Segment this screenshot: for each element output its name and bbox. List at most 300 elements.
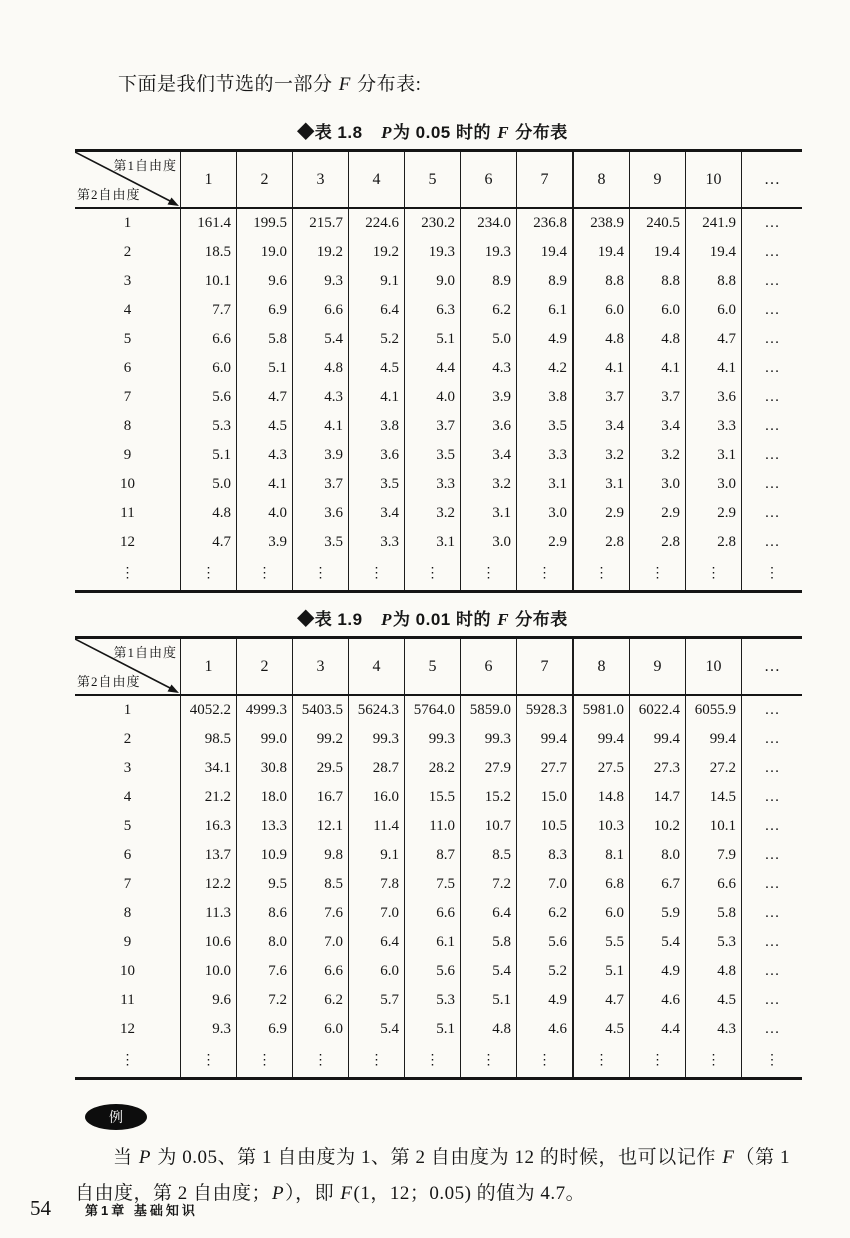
table-cell: 10.9 [237, 841, 293, 870]
row-label: ⋮ [120, 1052, 135, 1068]
table-row [75, 412, 802, 441]
column-header: 7 [517, 638, 574, 696]
table-cell: ⋮ [461, 1044, 517, 1079]
table-cell: 8.8 [573, 267, 630, 296]
table-cell: 5.1 [405, 325, 461, 354]
table-cell: 3.3 [349, 528, 405, 557]
table-cell: 224.6 [349, 208, 405, 238]
table-cell: 7.0 [293, 928, 349, 957]
table-cell: 11.3 [181, 899, 237, 928]
table-row [75, 499, 802, 528]
italic-variable: P [381, 123, 392, 142]
table-cell: 5.8 [686, 899, 742, 928]
table-cell: 4.8 [293, 354, 349, 383]
column-header: 9 [630, 638, 686, 696]
table-cell: 99.4 [686, 725, 742, 754]
row-label: ⋮ [120, 565, 135, 581]
table-cell: 2.9 [573, 499, 630, 528]
column-header: 8 [573, 151, 630, 209]
table-cell: 3.7 [573, 383, 630, 412]
table-cell: 15.2 [461, 783, 517, 812]
table-cell: 4.8 [686, 957, 742, 986]
table-cell: 27.7 [517, 754, 574, 783]
table-cell: 240.5 [630, 208, 686, 238]
table-cell: 8.8 [630, 267, 686, 296]
table-cell: 9.3 [293, 267, 349, 296]
table-cell: 3.0 [686, 470, 742, 499]
column-header: … [742, 638, 803, 696]
column-header: 1 [181, 151, 237, 209]
table-cell: 4.4 [630, 1015, 686, 1044]
table-cell: 6.3 [405, 296, 461, 325]
row-label: 2 [123, 731, 132, 747]
table-row [75, 928, 802, 957]
table-row [75, 1044, 802, 1079]
table-cell: 27.2 [686, 754, 742, 783]
italic-variable: F [722, 1147, 735, 1168]
table-cell: … [742, 812, 803, 841]
table-cell: … [742, 1015, 803, 1044]
table-cell: 4.6 [630, 986, 686, 1015]
table-cell: 9.6 [237, 267, 293, 296]
chapter-label: 第1章 基础知识 [85, 1203, 198, 1218]
column-header: 1 [181, 638, 237, 696]
text-segment: (1，12；0.05) 的值为 4.7。 [353, 1183, 586, 1204]
table-cell: 4.5 [686, 986, 742, 1015]
table-cell: 9.3 [181, 1015, 237, 1044]
table-cell: 5.9 [630, 899, 686, 928]
table-cell: 27.5 [573, 754, 630, 783]
table-cell: 19.3 [461, 238, 517, 267]
table-cell: … [742, 412, 803, 441]
column-header: 4 [349, 638, 405, 696]
table-cell: 4.3 [461, 354, 517, 383]
dof1-label: 第1自由度 [113, 158, 177, 173]
table-cell: 19.4 [517, 238, 574, 267]
table-cell: 4.7 [237, 383, 293, 412]
table-cell: 3.7 [405, 412, 461, 441]
table-cell: 5.4 [461, 957, 517, 986]
table-cell: 19.2 [293, 238, 349, 267]
table-cell: 14.7 [630, 783, 686, 812]
table-cell: … [742, 238, 803, 267]
table-cell: 5.1 [573, 957, 630, 986]
table-cell: 5981.0 [573, 695, 630, 725]
table-cell: … [742, 325, 803, 354]
table-cell: 230.2 [405, 208, 461, 238]
table-cell: 4.1 [293, 412, 349, 441]
table-cell: 10.5 [517, 812, 574, 841]
column-header: 2 [237, 151, 293, 209]
table-cell: … [742, 354, 803, 383]
table-cell: 5.3 [686, 928, 742, 957]
row-label: 2 [123, 244, 132, 260]
table-cell: ⋮ [405, 557, 461, 592]
table-cell: 3.4 [349, 499, 405, 528]
table-cell: 6.0 [181, 354, 237, 383]
table-cell: 6.8 [573, 870, 630, 899]
row-label: 11 [120, 505, 135, 521]
table-cell: 5.4 [630, 928, 686, 957]
text-segment: 为 0.01 时的 [392, 610, 497, 629]
table-cell: 6.9 [237, 1015, 293, 1044]
table-cell: 4052.2 [181, 695, 237, 725]
table-cell: 5.5 [573, 928, 630, 957]
table-cell: … [742, 695, 803, 725]
row-label: 8 [123, 418, 132, 434]
table-cell: ⋮ [181, 557, 237, 592]
column-header: 6 [461, 151, 517, 209]
table-cell: 6.0 [686, 296, 742, 325]
table-cell: 9.1 [349, 841, 405, 870]
table-cell: 16.3 [181, 812, 237, 841]
table-cell: … [742, 296, 803, 325]
column-header: 10 [686, 638, 742, 696]
table-cell: 9.5 [237, 870, 293, 899]
table-cell: 8.9 [517, 267, 574, 296]
column-header: 9 [630, 151, 686, 209]
row-label: 7 [123, 389, 132, 405]
table-cell: 8.7 [405, 841, 461, 870]
table-cell: ⋮ [630, 1044, 686, 1079]
table-cell: 6.6 [293, 296, 349, 325]
table-cell: 8.8 [686, 267, 742, 296]
table-cell: 6.1 [405, 928, 461, 957]
table-cell: 8.0 [237, 928, 293, 957]
table-cell: 8.5 [293, 870, 349, 899]
table-cell: ⋮ [349, 557, 405, 592]
table-cell: 5764.0 [405, 695, 461, 725]
table-cell: 19.2 [349, 238, 405, 267]
table-row [75, 325, 802, 354]
table-cell: 9.0 [405, 267, 461, 296]
table-cell: 99.4 [630, 725, 686, 754]
row-label: 3 [123, 273, 132, 289]
column-header: 7 [517, 151, 574, 209]
table-cell: 4.7 [573, 986, 630, 1015]
table-cell: 6.4 [349, 296, 405, 325]
row-label: 10 [120, 963, 135, 979]
table-cell: … [742, 528, 803, 557]
table-cell: ⋮ [686, 557, 742, 592]
table-cell: 3.5 [517, 412, 574, 441]
table-cell: 7.6 [293, 899, 349, 928]
table-cell: 7.2 [461, 870, 517, 899]
page-footer [30, 1196, 198, 1221]
table-cell: 4.5 [237, 412, 293, 441]
table-cell: … [742, 208, 803, 238]
table-row [75, 267, 802, 296]
table-cell: 8.0 [630, 841, 686, 870]
table-cell: 19.4 [686, 238, 742, 267]
table-cell: 3.6 [293, 499, 349, 528]
table-1-9-title [75, 605, 790, 630]
table-cell: 3.3 [405, 470, 461, 499]
dof-corner-cell [75, 151, 181, 209]
table-cell: … [742, 841, 803, 870]
table-cell: 3.0 [630, 470, 686, 499]
table-row [75, 899, 802, 928]
table-cell: 6.0 [573, 899, 630, 928]
column-header: 8 [573, 638, 630, 696]
row-label: 4 [123, 789, 132, 805]
table-cell: … [742, 986, 803, 1015]
table-cell: … [742, 754, 803, 783]
table-cell: 6.2 [461, 296, 517, 325]
row-label: 6 [123, 847, 132, 863]
table-cell: 4.5 [573, 1015, 630, 1044]
table-cell: 28.2 [405, 754, 461, 783]
example-badge [85, 1104, 147, 1130]
table-cell: 4.7 [181, 528, 237, 557]
table-cell: 4.2 [517, 354, 574, 383]
table-cell: 8.1 [573, 841, 630, 870]
table-cell: 19.4 [573, 238, 630, 267]
table-cell: 6.0 [293, 1015, 349, 1044]
italic-variable: P [272, 1183, 285, 1204]
table-cell: ⋮ [181, 1044, 237, 1079]
table-row [75, 557, 802, 592]
row-label: 6 [123, 360, 132, 376]
table-cell: 5.6 [517, 928, 574, 957]
table-cell: … [742, 267, 803, 296]
table-cell: ⋮ [293, 1044, 349, 1079]
row-label: 8 [123, 905, 132, 921]
table-cell: 13.7 [181, 841, 237, 870]
table-cell: 2.8 [573, 528, 630, 557]
table-row [75, 870, 802, 899]
text-segment: 下面是我们节选的一部分 [118, 74, 338, 95]
table-cell: 4.0 [405, 383, 461, 412]
text-segment: ◆表 1.8 [297, 123, 381, 142]
table-cell: ⋮ [349, 1044, 405, 1079]
table-cell: 14.5 [686, 783, 742, 812]
table-row [75, 841, 802, 870]
table-cell: 5.6 [405, 957, 461, 986]
table-cell: 3.2 [461, 470, 517, 499]
table-cell: 3.4 [461, 441, 517, 470]
table-cell: 6.0 [349, 957, 405, 986]
table-cell: 9.8 [293, 841, 349, 870]
table-cell: ⋮ [573, 557, 630, 592]
table-cell: 4.3 [237, 441, 293, 470]
table-cell: 5.7 [349, 986, 405, 1015]
table-cell: 6.9 [237, 296, 293, 325]
table-cell: 8.5 [461, 841, 517, 870]
table-cell: 3.1 [405, 528, 461, 557]
table-cell: 2.8 [630, 528, 686, 557]
table-cell: 11.0 [405, 812, 461, 841]
table-cell: 4.3 [686, 1015, 742, 1044]
table-cell: 4.4 [405, 354, 461, 383]
row-label: 5 [123, 331, 132, 347]
table-cell: 16.0 [349, 783, 405, 812]
table-cell: 7.0 [517, 870, 574, 899]
table-cell: 7.2 [237, 986, 293, 1015]
table-cell: 4.9 [517, 986, 574, 1015]
table-cell: 19.3 [405, 238, 461, 267]
table-cell: 5624.3 [349, 695, 405, 725]
table-cell: 4.8 [181, 499, 237, 528]
table-cell: 3.5 [349, 470, 405, 499]
table-row [75, 783, 802, 812]
table-cell: ⋮ [742, 557, 803, 592]
table-row [75, 383, 802, 412]
table-cell: 14.8 [573, 783, 630, 812]
table-cell: 3.8 [517, 383, 574, 412]
table-cell: 2.9 [686, 499, 742, 528]
table-cell: 10.3 [573, 812, 630, 841]
table-cell: 7.9 [686, 841, 742, 870]
table-cell: ⋮ [686, 1044, 742, 1079]
text-segment: ），即 [285, 1183, 340, 1204]
dof1-label: 第1自由度 [113, 645, 177, 660]
table-cell: 99.0 [237, 725, 293, 754]
column-header: 6 [461, 638, 517, 696]
table-cell: 6055.9 [686, 695, 742, 725]
text-segment: 分布表: [351, 74, 422, 95]
intro-text [118, 72, 850, 98]
italic-variable: P [381, 610, 392, 629]
table-row [75, 986, 802, 1015]
table-cell: 5859.0 [461, 695, 517, 725]
table-row [75, 441, 802, 470]
page-number: 54 [30, 1196, 51, 1220]
table-cell: ⋮ [237, 1044, 293, 1079]
table-cell: 3.9 [237, 528, 293, 557]
table-cell: 6.7 [630, 870, 686, 899]
table-cell: 3.7 [293, 470, 349, 499]
row-label: 10 [120, 476, 135, 492]
table-cell: ⋮ [237, 557, 293, 592]
table-cell: 10.7 [461, 812, 517, 841]
table-row [75, 354, 802, 383]
italic-variable: P [138, 1147, 152, 1168]
row-label: 3 [123, 760, 132, 776]
table-cell: 3.3 [686, 412, 742, 441]
f-table-p005 [75, 149, 802, 593]
table-cell: 8.9 [461, 267, 517, 296]
column-header: 5 [405, 638, 461, 696]
italic-variable: F [338, 74, 351, 95]
table-cell: 5.1 [237, 354, 293, 383]
table-cell: 215.7 [293, 208, 349, 238]
table-cell: 8.6 [237, 899, 293, 928]
table-cell: 6.0 [630, 296, 686, 325]
table-cell: 16.7 [293, 783, 349, 812]
table-cell: 7.7 [181, 296, 237, 325]
table-cell: 5.8 [237, 325, 293, 354]
table-cell: 3.4 [630, 412, 686, 441]
row-label: 9 [123, 447, 132, 463]
table-cell: 7.8 [349, 870, 405, 899]
table-cell: 4.7 [686, 325, 742, 354]
table-cell: 34.1 [181, 754, 237, 783]
table-cell: ⋮ [517, 557, 574, 592]
italic-variable: F [340, 1183, 353, 1204]
table-cell: 3.0 [461, 528, 517, 557]
table-cell: … [742, 383, 803, 412]
table-cell: 99.2 [293, 725, 349, 754]
table-cell: 3.2 [573, 441, 630, 470]
table-cell: 6.2 [293, 986, 349, 1015]
table-cell: 3.9 [461, 383, 517, 412]
column-header: 10 [686, 151, 742, 209]
table-row [75, 695, 802, 725]
column-header: 3 [293, 638, 349, 696]
table-cell: 4999.3 [237, 695, 293, 725]
table-cell: … [742, 783, 803, 812]
text-segment: 为 0.05、第 1 自由度为 1、第 2 自由度为 12 的时候，也可以记作 [152, 1147, 722, 1168]
table-cell: ⋮ [405, 1044, 461, 1079]
table-cell: 4.8 [630, 325, 686, 354]
table-cell: 10.0 [181, 957, 237, 986]
table-cell: 3.1 [573, 470, 630, 499]
table-cell: 6.6 [686, 870, 742, 899]
table-cell: 3.5 [405, 441, 461, 470]
row-label: 4 [123, 302, 132, 318]
column-header: 5 [405, 151, 461, 209]
table-cell: … [742, 870, 803, 899]
table-cell: 5.0 [461, 325, 517, 354]
table-cell: 3.2 [405, 499, 461, 528]
column-header: … [742, 151, 803, 209]
table-cell: 4.3 [293, 383, 349, 412]
table-cell: 3.1 [461, 499, 517, 528]
table-cell: 3.8 [349, 412, 405, 441]
table-cell: 5.2 [517, 957, 574, 986]
table-cell: 2.8 [686, 528, 742, 557]
table-cell: 234.0 [461, 208, 517, 238]
table-cell: 15.5 [405, 783, 461, 812]
table-cell: … [742, 441, 803, 470]
table-cell: 11.4 [349, 812, 405, 841]
table-cell: 30.8 [237, 754, 293, 783]
row-label: 12 [120, 1021, 135, 1037]
table-cell: 6.0 [573, 296, 630, 325]
table-row [75, 238, 802, 267]
table-cell: 4.9 [517, 325, 574, 354]
table-cell: 5.1 [461, 986, 517, 1015]
table-cell: 3.6 [686, 383, 742, 412]
row-label: 11 [120, 992, 135, 1008]
table-cell: 10.6 [181, 928, 237, 957]
table-1-8-title [75, 118, 790, 143]
table-cell: ⋮ [461, 557, 517, 592]
table-cell: 5928.3 [517, 695, 574, 725]
table-cell: 18.0 [237, 783, 293, 812]
table-row [75, 470, 802, 499]
table-cell: 2.9 [517, 528, 574, 557]
column-header: 4 [349, 151, 405, 209]
table-cell: 99.4 [517, 725, 574, 754]
table-cell: ⋮ [630, 557, 686, 592]
table-cell: 5.1 [405, 1015, 461, 1044]
row-label: 1 [123, 215, 132, 231]
table-cell: 6.6 [181, 325, 237, 354]
table-cell: 29.5 [293, 754, 349, 783]
table-cell: 4.5 [349, 354, 405, 383]
table-cell: … [742, 899, 803, 928]
table-cell: 4.1 [237, 470, 293, 499]
table-cell: 6.2 [517, 899, 574, 928]
table-cell: 27.9 [461, 754, 517, 783]
table-cell: 15.0 [517, 783, 574, 812]
example-badge-label: 例 [109, 1109, 123, 1125]
row-label: 9 [123, 934, 132, 950]
table-row [75, 754, 802, 783]
table-row [75, 528, 802, 557]
